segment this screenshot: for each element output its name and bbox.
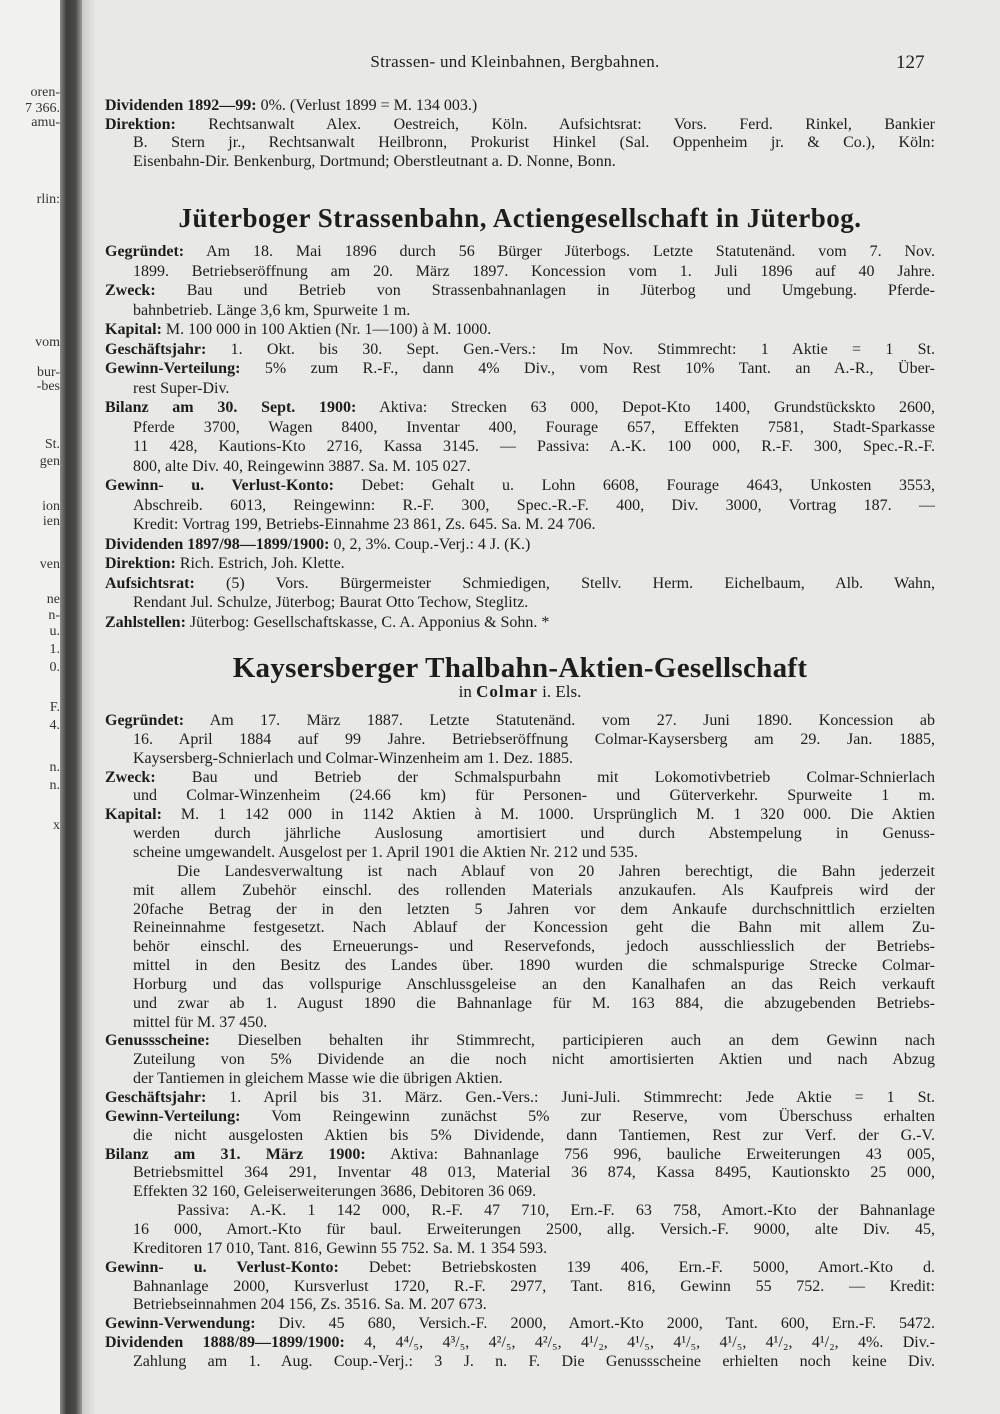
line-content <box>133 1296 935 1315</box>
text-line <box>105 1164 935 1183</box>
line-content <box>133 1183 935 1202</box>
subtitle-prefix: in <box>458 682 477 701</box>
field-text: Am 17. März 1887. Letzte Statutenänd. vom 27. Juni 1890. Koncession ab <box>184 712 935 729</box>
text-line <box>105 787 935 806</box>
text-line <box>105 281 935 301</box>
left-page-fragment: ne <box>46 592 60 607</box>
line-content <box>105 1334 935 1353</box>
field-label: Direktion: <box>105 555 176 572</box>
entry-title-jueterbog: Jüterboger Strassenbahn, Actiengesellschaft in Jüterbog. <box>178 203 862 233</box>
left-page-fragment: ien <box>42 514 60 529</box>
field-text: B. Stern jr., Rechtsanwalt Heilbronn, Prokurist Hinkel (Sal. Oppenheim jr. & Co.), Köln: <box>133 134 935 152</box>
text-line <box>105 359 935 379</box>
field-text: und zwar ab 1. August 1890 die Bahnanlage für M. 163 884, die abzugebenden Betriebs- <box>133 994 935 1012</box>
field-text: die nicht ausgelosten Aktien bis 5% Dividende, dann Tantiemen, Rest zur Verf. der G.-V. <box>133 1126 935 1144</box>
field-text: Debet: Betriebskosten 139 406, Ern.-F. 5000, Amort.-Kto d. <box>338 1258 936 1276</box>
field-text: und Colmar-Winzenheim (24.66 km) für Personen- und Güterverkehr. Spurweite 1 m. <box>133 787 935 805</box>
field-text: Abschreib. 6013, Reingewinn: R.-F. 300, Spec.-R.-F. 400, Div. 3000, Vortrag 187. — <box>133 496 935 514</box>
field-text: Rechtsanwalt Alex. Oestreich, Köln. Aufsichtsrat: Vors. Ferd. Rinkel, Bankier <box>175 115 935 133</box>
book-gutter <box>60 0 82 1414</box>
field-text: Pferde 3700, Wagen 8400, Inventar 400, Fourage 657, Effekten 7581, Stadt-Sparkasse <box>133 418 935 436</box>
field-text: (5) Vors. Bürgermeister Schmiedigen, Stellv. Herm. Eichelbaum, Alb. Wahn, <box>194 574 935 592</box>
left-page-fragment: F. <box>49 700 60 715</box>
line-content <box>133 1221 935 1240</box>
field-text: Kredit: Vortrag 199, Betriebs-Einnahme 23 861, Zs. 645. Sa. M. 24 706. <box>133 516 596 533</box>
text-line <box>105 957 935 976</box>
left-page-fragment: 0. <box>49 660 60 675</box>
text-line <box>105 398 935 418</box>
left-page-fragment: 1. <box>49 642 60 657</box>
field-text: Rich. Estrich, Joh. Klette. <box>175 555 345 572</box>
field-text: behör einschl. des Erneuerungs- und Reservefonds, jedoch ausschliesslich der Betriebs- <box>133 938 935 956</box>
text-line <box>105 535 935 555</box>
text-line <box>105 769 935 788</box>
text-line <box>105 1202 935 1221</box>
line-content <box>177 863 935 882</box>
line-content <box>133 1070 935 1089</box>
left-page-fragment: -bes <box>36 379 60 394</box>
line-content <box>105 1032 935 1051</box>
field-text: 16 000, Amort.-Kto für baul. Erweiterungen 2500, allg. Versich.-F. 9000, alte Div. 45, <box>133 1220 935 1238</box>
field-label: Zahlstellen: <box>105 613 186 631</box>
field-text: Passiva: A.-K. 1 142 000, R.-F. 47 710, Ern.-F. 63 758, Amort.-Kto der Bahnanlage <box>177 1202 935 1220</box>
adjacent-page-edge <box>0 0 64 1414</box>
line-content <box>105 554 935 574</box>
text-line <box>105 613 935 633</box>
field-text: 20fache Betrag der in den letzten 5 Jahren vor dem Ankaufe durchschnittlich erzielten <box>133 900 935 918</box>
line-content <box>105 320 935 340</box>
text-line <box>105 712 935 731</box>
entry-title-kaysersberg: Kaysersberger Thalbahn-Aktien-Gesellschaft <box>232 652 808 684</box>
field-text: Jüterbog: Gesellschaftskasse, C. A. Apponius & Sohn. * <box>185 613 550 631</box>
field-text: 800, alte Div. 40, Reingewinn 3887. Sa. M. 105 027. <box>133 457 471 475</box>
line-content <box>133 1240 935 1259</box>
left-page-fragment: St. <box>44 437 60 452</box>
line-content <box>133 301 935 321</box>
field-label: Kapital: <box>105 321 162 338</box>
line-content <box>133 437 935 457</box>
field-text: Div. 45 680, Versich.-F. 2000, Amort.-Kto 2000, Tant. 600, Ern.-F. 5472. <box>255 1315 935 1333</box>
left-page-fragment: x <box>53 818 60 833</box>
field-text: bahnbetrieb. Länge 3,6 km, Spurweite 1 m. <box>133 301 411 319</box>
text-line <box>105 515 935 535</box>
line-content <box>105 1146 935 1165</box>
text-line <box>105 1353 935 1372</box>
left-page-fragment: amu- <box>31 115 60 130</box>
line-content <box>133 1051 935 1070</box>
line-content <box>133 1278 935 1297</box>
left-page-fragment: bur- <box>36 365 60 380</box>
line-content <box>133 1353 935 1372</box>
left-page-fragment: ven <box>39 557 60 572</box>
line-content <box>133 957 935 976</box>
field-text: Aktiva: Strecken 63 000, Depot-Kto 1400, Grundstückskto 2600, <box>356 399 936 416</box>
field-text: Effekten 32 160, Geleiserweiterungen 3686, Debitoren 36 069. <box>133 1183 537 1201</box>
text-line <box>105 1089 935 1108</box>
line-content <box>105 574 935 594</box>
field-text: M. 1 142 000 in 1142 Aktien à M. 1000. Ursprünglich M. 1 320 000. Die Aktien <box>161 806 935 824</box>
text-line <box>105 437 935 457</box>
text-line <box>105 1221 935 1240</box>
field-text: Horburg und das vollspurige Anschlussgeleise an den Kanalhafen an das Reich verkauft <box>133 975 935 993</box>
field-text: Bau und Betrieb der Schmalspurbahn mit Lokomotivbetrieb Colmar-Schnierlach <box>155 768 935 786</box>
field-text: 16. April 1884 auf 99 Jahre. Betriebseröffnung Colmar-Kaysersberg am 29. Jan. 1885, <box>133 730 935 748</box>
text-line <box>105 1334 935 1353</box>
line-content <box>105 613 935 633</box>
left-page-fragment: oren- <box>30 85 60 100</box>
text-line <box>105 340 935 360</box>
text-line <box>105 496 935 516</box>
field-label: Gewinn-Verwendung: <box>105 1315 256 1333</box>
text-line <box>105 901 935 920</box>
field-text: 0, 2, 3%. Coup.-Verj.: 4 J. (K.) <box>329 535 531 553</box>
field-label: Zweck: <box>105 282 156 299</box>
line-content <box>105 1089 935 1108</box>
line-content <box>105 359 935 379</box>
line-content <box>133 844 935 863</box>
line-content <box>133 825 935 844</box>
line-content <box>133 919 935 938</box>
line-content <box>133 418 935 438</box>
text-line <box>105 1051 935 1070</box>
field-text: Eisenbahn-Dir. Benkenburg, Dortmund; Oberstleutnant a. D. Nonne, Bonn. <box>133 153 616 171</box>
left-page-fragment: ion <box>42 499 60 514</box>
field-text: mit allem Zubehör einschl. des rollenden Materials anzukaufen. Als Kaufpreis wird der <box>133 881 935 899</box>
line-content <box>105 398 935 418</box>
line-content <box>105 806 935 825</box>
text-line <box>105 1296 935 1315</box>
field-text: 1. Okt. bis 30. Sept. Gen.-Vers.: Im Nov. Stimmrecht: 1 Aktie = 1 St. <box>206 340 935 358</box>
line-content <box>105 281 935 301</box>
text-line <box>105 1146 935 1165</box>
text-line <box>105 134 935 153</box>
line-content <box>105 769 935 788</box>
line-content <box>133 593 935 613</box>
line-content <box>133 1014 935 1033</box>
line-content <box>133 496 935 516</box>
field-label: Gewinn-Verteilung: <box>105 360 241 377</box>
field-label: Kapital: <box>105 806 162 824</box>
text-line <box>105 379 935 399</box>
line-content <box>133 750 935 769</box>
field-text: der Tantiemen in gleichem Masse wie die übrigen Aktien. <box>133 1070 503 1088</box>
field-text: rest Super-Div. <box>133 379 230 397</box>
text-line <box>105 806 935 825</box>
field-text: scheine umgewandelt. Ausgelost per 1. April 1901 die Aktien Nr. 212 und 535. <box>133 843 638 861</box>
text-line <box>105 1240 935 1259</box>
field-label: Aufsichtsrat: <box>105 574 195 592</box>
field-label: Dividenden 1892—99: <box>105 97 257 114</box>
text-line <box>105 750 935 769</box>
field-text: M. 100 000 in 100 Aktien (Nr. 1—100) à M. 1000. <box>161 321 492 338</box>
text-line <box>105 593 935 613</box>
line-content <box>133 515 935 535</box>
line-content <box>105 1315 935 1334</box>
text-line <box>105 1278 935 1297</box>
text-line <box>105 476 935 496</box>
text-line <box>105 976 935 995</box>
field-label: Zweck: <box>105 768 156 786</box>
line-content <box>133 134 935 153</box>
text-line <box>105 574 935 594</box>
left-page-fragment: u. <box>49 624 60 639</box>
line-content <box>133 457 935 477</box>
text-line <box>105 863 935 882</box>
left-page-fragment: n. <box>49 778 60 793</box>
field-text: Die Landesverwaltung ist nach Ablauf von 20 Jahren berechtigt, die Bahn jederzeit <box>177 862 935 880</box>
field-text: Aktiva: Bahnanlage 756 996, bauliche Erweiterungen 43 005, <box>365 1145 935 1163</box>
line-content <box>133 262 935 282</box>
left-page-fragment: 7 366. <box>25 101 60 116</box>
text-line <box>105 1127 935 1146</box>
subtitle-suffix: i. Els. <box>537 682 582 701</box>
text-line <box>105 938 935 957</box>
field-label: Gegründet: <box>105 243 185 260</box>
line-content <box>105 116 935 135</box>
line-content <box>133 995 935 1014</box>
text-line <box>105 153 935 172</box>
field-text: Kaysersberg-Schnierlach und Colmar-Winzenheim am 1. Dez. 1885. <box>133 749 573 767</box>
field-label: Dividenden 1888/89—1899/1900: <box>105 1334 345 1352</box>
text-line <box>105 1259 935 1278</box>
field-label: Gewinn-Verteilung: <box>105 1107 241 1125</box>
text-line <box>105 1183 935 1202</box>
text-line <box>105 731 935 750</box>
field-text: 1899. Betriebseröffnung am 20. März 1897. Koncession vom 1. Juli 1896 auf 40 Jahre. <box>133 262 935 280</box>
field-text: 5% zum R.-F., dann 4% Div., vom Rest 10% Tant. an A.-R., Über- <box>240 360 935 377</box>
line-content <box>105 1108 935 1127</box>
text-line <box>105 97 935 116</box>
running-head-title: Strassen- und Kleinbahnen, Bergbahnen. <box>370 52 660 71</box>
field-text: Betriebsmittel 364 291, Inventar 48 013, Material 36 874, Kassa 8495, Kautionskto 25 000, <box>133 1164 935 1182</box>
field-text: Kreditoren 17 010, Tant. 816, Gewinn 55 752. Sa. M. 1 354 593. <box>133 1239 548 1257</box>
field-label: Dividenden 1897/98—1899/1900: <box>105 535 330 553</box>
field-label: Bilanz am 31. März 1900: <box>105 1145 366 1163</box>
text-line <box>105 116 935 135</box>
line-content <box>105 712 935 731</box>
field-text: Reineinnahme festgesetzt. Nach Ablauf der Koncession geht die Bahn mit allem Zu- <box>133 919 935 937</box>
line-content <box>133 976 935 995</box>
field-text: Betriebseinnahmen 204 156, Zs. 3516. Sa. M. 207 673. <box>133 1296 487 1314</box>
field-label: Direktion: <box>105 115 176 133</box>
field-text: werden durch jährliche Auslosung amortisiert und durch Abstempelung in Genuss- <box>133 825 935 843</box>
text-line <box>105 995 935 1014</box>
line-content <box>133 379 935 399</box>
field-label: Geschäftsjahr: <box>105 340 207 358</box>
text-line <box>105 919 935 938</box>
field-text: 11 428, Kautions-Kto 2716, Kassa 3145. — Passiva: A.-K. 100 000, R.-F. 300, Spec.-R.-F. <box>133 438 935 455</box>
gutter-shadow <box>82 0 96 1414</box>
text-line <box>105 457 935 477</box>
text-line <box>105 301 935 321</box>
text-line <box>105 1315 935 1334</box>
line-content <box>105 476 935 496</box>
text-line <box>105 320 935 340</box>
text-line <box>105 262 935 282</box>
text-line <box>105 882 935 901</box>
page-number: 127 <box>896 52 925 73</box>
field-label: Gewinn- u. Verlust-Konto: <box>105 477 334 494</box>
line-content <box>177 1202 935 1221</box>
field-text: Bau und Betrieb von Strassenbahnanlagen in Jüterbog und Umgebung. Pferde- <box>155 282 935 299</box>
field-text: 1. April bis 31. März. Gen.-Vers.: Juni-Juli. Stimmrecht: Jede Aktie = 1 St. <box>206 1089 935 1106</box>
line-content <box>133 1127 935 1146</box>
text-line <box>105 1070 935 1089</box>
line-content <box>105 1259 935 1278</box>
text-line <box>105 825 935 844</box>
text-line <box>105 844 935 863</box>
left-page-fragment: n- <box>48 608 60 623</box>
field-text: mittel für M. 37 450. <box>133 1013 268 1031</box>
left-page-fragment: n. <box>49 760 60 775</box>
field-text: 0%. (Verlust 1899 = M. 134 003.) <box>256 97 478 114</box>
field-label: Geschäftsjahr: <box>105 1089 207 1106</box>
line-content <box>105 340 935 360</box>
field-text: Zuteilung von 5% Dividende an die noch nicht amortisierten Aktien und nach Abzug <box>133 1051 935 1069</box>
field-text: Debet: Gehalt u. Lohn 6608, Fourage 4643, Unkosten 3553, <box>333 477 936 494</box>
line-content <box>105 242 935 262</box>
field-text: Bahnanlage 2000, Kursverlust 1720, R.-F. 2977, Tant. 816, Gewinn 55 752. — Kredit: <box>133 1277 935 1295</box>
text-line <box>105 1108 935 1127</box>
line-content <box>133 787 935 806</box>
left-page-fragment: gen <box>39 454 60 469</box>
left-page-fragment: rlin: <box>36 192 60 207</box>
field-text: Zahlung am 1. Aug. Coup.-Verj.: 3 J. n. F. Die Genussscheine erhielten noch keine Div. <box>133 1352 935 1370</box>
text-line <box>105 418 935 438</box>
line-content <box>133 901 935 920</box>
line-content <box>133 1164 935 1183</box>
field-text: Am 18. Mai 1896 durch 56 Bürger Jüterbogs. Letzte Statutenänd. vom 7. Nov. <box>184 243 935 260</box>
left-page-fragment: 4. <box>49 718 60 733</box>
field-text: 4, 4⁴/₅, 4³/₅, 4²/₅, 4²/₅, 4¹/₂, 4¹/₅, 4¹/₅, 4¹/₅, 4¹/₂, 4¹/₂, 4%. Div.- <box>344 1334 935 1352</box>
line-content <box>133 882 935 901</box>
field-text: Vom Reingewinn zunächst 5% zur Reserve, vom Überschuss erhalten <box>240 1107 935 1125</box>
text-line <box>105 554 935 574</box>
entry-subtitle-kaysersberg <box>105 682 935 702</box>
field-label: Gewinn- u. Verlust-Konto: <box>105 1258 339 1276</box>
line-content <box>133 153 935 172</box>
subtitle-city: Colmar <box>476 682 538 701</box>
field-label: Genussscheine: <box>105 1032 210 1050</box>
left-page-fragment: vom <box>35 335 60 350</box>
text-line <box>105 242 935 262</box>
field-text: Dieselben behalten ihr Stimmrecht, participieren auch an dem Gewinn nach <box>209 1032 935 1050</box>
field-label: Bilanz am 30. Sept. 1900: <box>105 399 357 416</box>
line-content <box>133 731 935 750</box>
text-line <box>105 1014 935 1033</box>
field-label: Gegründet: <box>105 712 185 729</box>
field-text: Rendant Jul. Schulze, Jüterbog; Baurat Otto Techow, Steglitz. <box>133 594 529 611</box>
text-line <box>105 1032 935 1051</box>
line-content <box>133 938 935 957</box>
line-content <box>105 97 935 116</box>
line-content <box>105 535 935 555</box>
field-text: mittel in den Besitz des Landes über. 1890 wurden die schmalspurige Strecke Colmar- <box>133 957 935 975</box>
